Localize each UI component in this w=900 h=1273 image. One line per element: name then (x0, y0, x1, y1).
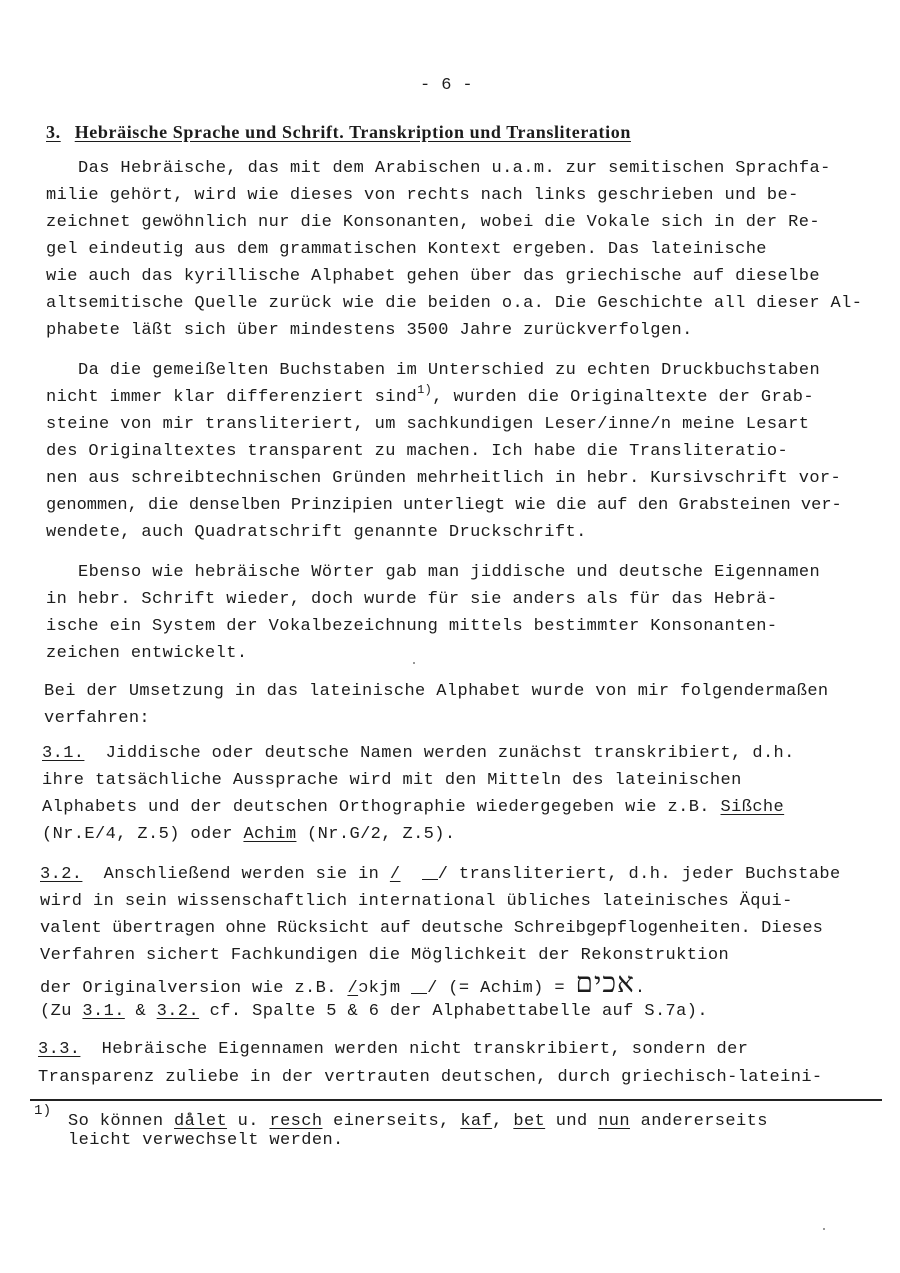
example-name: Sißche (720, 798, 785, 817)
paragraph4-line: Bei der Umsetzung in das lateinische Alphabet wurde von mir folgendermaßen (44, 682, 829, 701)
section-3-2-line: Verfahren sichert Fachkundigen die Möglichkeit der Rekonstruktion (40, 946, 730, 965)
paragraph2-line: nen aus schreibtechnischen Gründen mehrheitlich in hebr. Kursivschrift vor- (46, 469, 842, 488)
paragraph1-line: phabete läßt sich über mindestens 3500 Jahre zurückverfolgen. (46, 321, 693, 340)
section-3-2-line: wird in sein wissenschaftlich international übliches lateinisches Äqui- (40, 892, 793, 911)
paragraph2-line: Da die gemeißelten Buchstaben im Unterschied zu echten Druckbuchstaben (78, 361, 821, 380)
section-3-2-number: 3.2. (40, 865, 83, 884)
section-3-1-line: 3.1. Jiddische oder deutsche Namen werden zunächst transkribiert, d.h. (42, 744, 795, 763)
section-heading (46, 122, 631, 142)
footnote-line: So können dålet u. resch einerseits, kaf, bet und nun andererseits (68, 1112, 768, 1131)
footnote-marker: 1) (34, 1103, 52, 1119)
paragraph3-line: Ebenso wie hebräische Wörter gab man jiddische und deutsche Eigennamen (78, 563, 821, 582)
section-reference: 3.2. (156, 1002, 200, 1021)
heading-title: Hebräische Sprache und Schrift. Transkription und Transliteration (74, 122, 631, 142)
paragraph2-line: des Originaltextes transparent zu machen. Ich habe die Transliteratio- (46, 442, 789, 461)
transliteration-example: ɔkjm (358, 979, 401, 998)
paragraph2-line: wendete, auch Quadratschrift genannte Druckschrift. (46, 523, 587, 542)
paragraph3-line: ische ein System der Vokalbezeichnung mittels bestimmter Konsonanten- (46, 617, 778, 636)
footnote-reference: 1) (417, 383, 433, 397)
section-3-3-line: 3.3. Hebräische Eigennamen werden nicht transkribiert, sondern der (38, 1040, 749, 1059)
paragraph2-line: genommen, die denselben Prinzipien unterliegt wie die auf den Grabsteinen ver- (46, 496, 842, 515)
paragraph1-line: wie auch das kyrillische Alphabet gehen über das griechische auf dieselbe (46, 267, 820, 286)
paragraph1-line: milie gehört, wird wie dieses von rechts nach links geschrieben und be- (46, 186, 799, 205)
section-3-2-line: valent übertragen ohne Rücksicht auf deutsche Schreibgepflogenheiten. Dieses (40, 919, 823, 938)
transliteration-blank (422, 878, 438, 880)
scan-speck (413, 662, 415, 664)
footnote-line: leicht verwechselt werden. (68, 1131, 344, 1150)
paragraph1-line: gel eindeutig aus dem grammatischen Kontext ergeben. Das lateinische (46, 240, 767, 259)
paragraph2-line: nicht immer klar differenziert sind$^{1)}$, wurden die Originaltexte der Grab- (46, 383, 814, 407)
section-3-1-line: (Nr.E/4, Z.5) oder Achim (Nr.G/2, Z.5). (42, 825, 456, 844)
paragraph1-line: Das Hebräische, das mit dem Arabischen u.a.m. zur semitischen Sprachfa- (78, 159, 831, 178)
section-3-1-line: Alphabets und der deutschen Orthographie wiedergegeben wie z.B. Sißche (42, 798, 785, 817)
paragraph4-line: verfahren: (44, 709, 151, 728)
scan-speck (823, 1228, 825, 1230)
heading-number: 3. (46, 122, 61, 142)
section-3-1-number: 3.1. (42, 744, 85, 763)
section-reference: 3.1. (82, 1002, 125, 1021)
section-3-3-line: Transparenz zuliebe in der vertrauten deutschen, durch griechisch-lateini- (38, 1068, 823, 1087)
paragraph1-line: zeichnet gewöhnlich nur die Konsonanten, wobei die Vokale sich in der Re- (46, 213, 820, 232)
section-3-2-line: (Zu 3.1. & 3.2. cf. Spalte 5 & 6 der Alphabettabelle auf S.7a). (40, 1002, 708, 1021)
footnote-rule (30, 1099, 882, 1101)
paragraph3-line: zeichen entwickelt. (46, 644, 248, 663)
section-3-2-line: der Originalversion wie z.B. /ɔkjm / (= Achim) = אכים. (40, 966, 646, 999)
page-number: - 6 - (420, 76, 474, 95)
transliteration-blank (411, 992, 427, 994)
section-3-3-number: 3.3. (38, 1040, 81, 1059)
paragraph1-line: altsemitische Quelle zurück wie die beiden o.a. Die Geschichte all dieser Al- (46, 294, 863, 313)
section-3-1-line: ihre tatsächliche Aussprache wird mit den Mitteln des lateinischen (42, 771, 742, 790)
hebrew-cursive-example: אכים (575, 966, 635, 999)
paragraph3-line: in hebr. Schrift wieder, doch wurde für sie anders als für das Hebrä- (46, 590, 778, 609)
paragraph2-line: steine von mir transliteriert, um sachkundigen Leser/inne/n meine Lesart (46, 415, 810, 434)
example-name: Achim (243, 825, 297, 844)
section-3-2-line: 3.2. Anschließend werden sie in / / transliteriert, d.h. jeder Buchstabe (40, 865, 841, 884)
